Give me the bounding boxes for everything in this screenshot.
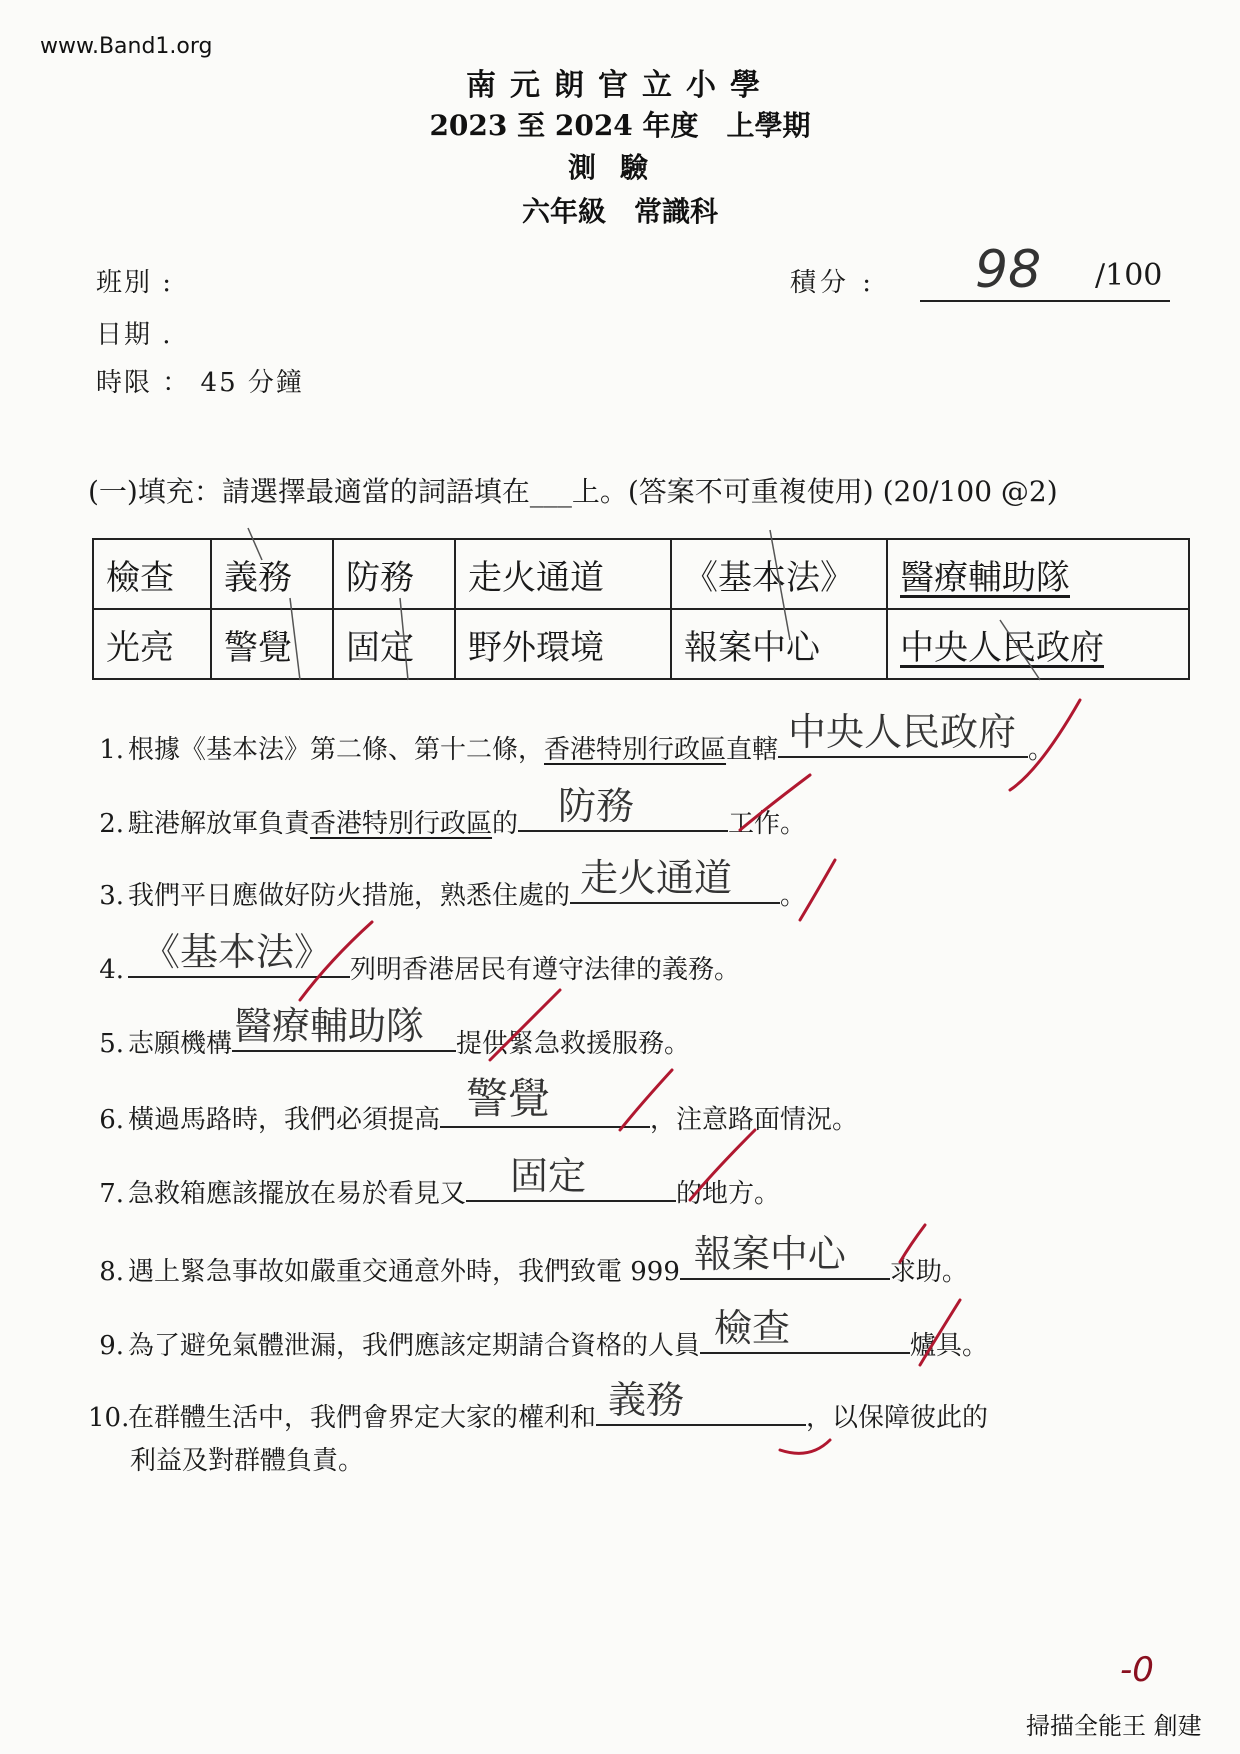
word-bank-cell: 醫療輔助隊 [887, 539, 1189, 609]
check-mark [800, 860, 835, 920]
word-bank-cell: 報案中心 [671, 609, 887, 679]
check-mark [740, 775, 810, 830]
handwritten-answer-3: 走火通道 [580, 856, 733, 900]
question-3: 3. 我們平日應做好防火措施，熟悉住處的 走火通道 。 [88, 872, 806, 912]
question-8: 8. 遇上緊急事故如嚴重交通意外時，我們致電 999 報案中心 求助。 [88, 1248, 968, 1288]
check-mark [1010, 700, 1080, 790]
subject-title: 六年級 常識科 [521, 195, 718, 228]
deduction-mark: -0 [1120, 1650, 1154, 1690]
school-year: 2023 至 2024 年度 上學期 [429, 109, 811, 142]
table-tick-mark [1000, 620, 1040, 680]
word-bank-cell: 光亮 [93, 609, 211, 679]
question-2: 2. 駐港解放軍負責香港特別行政區的 防務 工作。 [88, 800, 806, 840]
class-field-label: 班別 : [96, 268, 174, 298]
handwritten-answer-4: 《基本法》 [142, 930, 333, 974]
date-field-label: 日期 . [96, 320, 173, 350]
word-bank-cell: 義務 [211, 539, 333, 609]
score-label: 積分 : [790, 268, 876, 298]
score-total: /100 [1095, 258, 1163, 293]
website-watermark: www.Band1.org [40, 34, 213, 59]
question-9: 9. 為了避免氣體泄漏，我們應該定期請合資格的人員 檢查 爐具。 [88, 1322, 988, 1362]
word-bank-cell: 走火通道 [455, 539, 671, 609]
time-limit: 時限 ： 45 分鐘 [96, 368, 304, 398]
word-bank-cell: 中央人民政府 [887, 609, 1189, 679]
word-bank-cell: 防務 [333, 539, 455, 609]
check-mark [690, 1130, 755, 1200]
table-tick-mark [400, 598, 408, 680]
table-tick-mark [770, 530, 790, 640]
check-mark [900, 1225, 925, 1262]
check-mark [920, 1300, 960, 1365]
word-bank-cell: 警覺 [211, 609, 333, 679]
handwritten-answer-8: 報案中心 [693, 1232, 846, 1276]
check-mark [780, 1440, 830, 1453]
question-10: 10.在群體生活中，我們會界定大家的權利和 義務 ，以保障彼此的 [88, 1394, 988, 1434]
check-mark [620, 1070, 672, 1130]
handwritten-answer-6: 警覺 [466, 1074, 551, 1123]
check-mark [300, 922, 372, 1000]
score-handwritten: 98 [975, 240, 1042, 300]
question-10-continuation: 利益及對群體負責。 [130, 1446, 365, 1476]
handwritten-answer-9: 檢查 [714, 1306, 791, 1350]
school-name: 南元朗官立小學 [466, 68, 774, 103]
question-1: 1. 根據《基本法》第二條、第十二條，香港特別行政區直轄 中央人民政府 。 [88, 726, 1054, 766]
word-bank-cell: 野外環境 [455, 609, 671, 679]
question-6: 6. 橫過馬路時，我們必須提高 警覺 ，注意路面情況。 [88, 1096, 858, 1136]
word-bank-cell: 檢查 [93, 539, 211, 609]
table-tick-mark [248, 528, 262, 560]
question-5: 5. 志願機構 醫療輔助隊 提供緊急救援服務。 [88, 1020, 690, 1060]
question-4: 4. 《基本法》 列明香港居民有遵守法律的義務。 [88, 946, 740, 986]
word-bank-cell: 固定 [333, 609, 455, 679]
check-mark [490, 990, 560, 1060]
scanner-watermark: 掃描全能王 創建 [1026, 1712, 1202, 1740]
question-7: 7. 急救箱應該擺放在易於看見又 固定 的地方。 [88, 1170, 780, 1210]
handwritten-answer-7: 固定 [510, 1154, 587, 1198]
handwritten-answer-5: 醫療輔助隊 [234, 1004, 425, 1048]
section-instructions: (一)填充：請選擇最適當的詞語填在___上。(答案不可重複使用) (20/100 @2) [88, 475, 1058, 508]
test-title: 測驗 [567, 151, 672, 184]
handwritten-answer-2: 防務 [558, 784, 635, 828]
table-tick-mark [290, 598, 300, 680]
handwritten-answer-10: 義務 [608, 1378, 685, 1422]
handwritten-answer-1: 中央人民政府 [788, 710, 1017, 754]
word-bank-cell: 《基本法》 [671, 539, 887, 609]
